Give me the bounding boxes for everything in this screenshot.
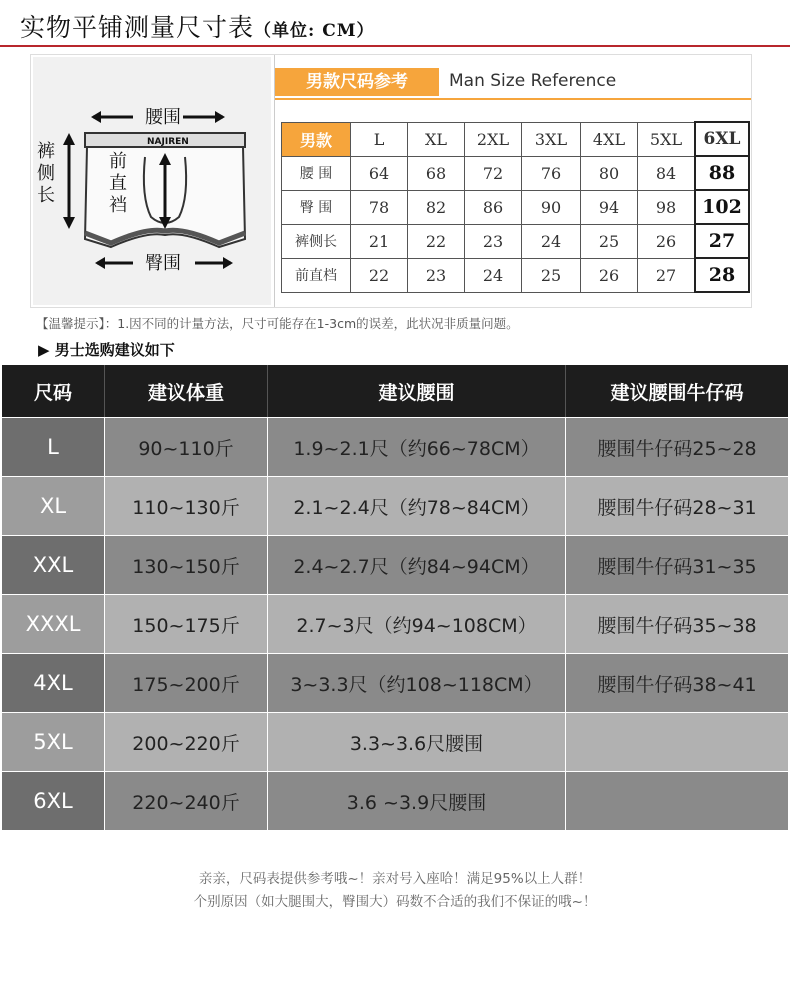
recommendation-header-row bbox=[2, 365, 788, 418]
page-title-unit: （单位: CM） bbox=[254, 21, 375, 41]
row-jeans-size: 腰围牛仔码25~28 bbox=[597, 437, 757, 460]
size-reference-title-en: Man Size Reference bbox=[449, 71, 617, 91]
measurement-svg bbox=[33, 57, 271, 305]
row-jeans-size bbox=[566, 772, 788, 830]
table-row bbox=[2, 477, 788, 536]
front-rise-label-1: 前 bbox=[109, 151, 127, 172]
size-cell: 27 bbox=[638, 258, 696, 292]
page-title bbox=[20, 8, 375, 44]
header-size: 尺码 bbox=[2, 365, 105, 417]
row-waist: 3.6 ~3.9尺腰围 bbox=[268, 772, 566, 830]
size-cell: 22 bbox=[408, 224, 465, 258]
size-cell: 86 bbox=[465, 190, 522, 224]
size-header-cell: 5XL bbox=[638, 122, 696, 156]
row-weight: 150~175斤 bbox=[105, 595, 268, 653]
row-waist: 3~3.3尺（约108~118CM） bbox=[268, 654, 566, 712]
row-waist: 2.1~2.4尺（约78~84CM） bbox=[268, 477, 566, 535]
row-waist: 1.9~2.1尺（约66~78CM） bbox=[268, 418, 566, 476]
size-header-row bbox=[282, 122, 750, 156]
header-waist: 建议腰围 bbox=[268, 365, 566, 417]
hip-label: 臀围 bbox=[145, 253, 181, 274]
table-row bbox=[2, 418, 788, 477]
size-cell: 102 bbox=[695, 190, 749, 224]
size-cell: 88 bbox=[695, 156, 749, 190]
row-size: XXXL bbox=[2, 595, 105, 653]
row-waist: 2.4~2.7尺（约84~94CM） bbox=[268, 536, 566, 594]
row-weight: 130~150斤 bbox=[105, 536, 268, 594]
row-size: 5XL bbox=[2, 713, 105, 771]
size-reference-panel bbox=[30, 54, 752, 308]
title-bar bbox=[0, 0, 790, 46]
size-row-label: 臀 围 bbox=[282, 190, 351, 224]
size-header-cell: 6XL bbox=[695, 122, 749, 156]
size-row-label: 腰 围 bbox=[282, 156, 351, 190]
side-length-label-2: 侧 bbox=[37, 163, 55, 184]
size-cell: 78 bbox=[351, 190, 408, 224]
size-reference-badge: 男款尺码参考 bbox=[275, 68, 439, 96]
size-cell: 94 bbox=[581, 190, 638, 224]
size-header-cell: 2XL bbox=[465, 122, 522, 156]
row-weight: 90~110斤 bbox=[105, 418, 268, 476]
row-size: L bbox=[2, 418, 105, 476]
row-weight: 220~240斤 bbox=[105, 772, 268, 830]
waist-label: 腰围 bbox=[145, 107, 181, 128]
size-reference-table bbox=[281, 121, 750, 293]
size-reference-rule bbox=[275, 98, 751, 100]
row-size: 6XL bbox=[2, 772, 105, 830]
header-jeans-size: 建议腰围牛仔码 bbox=[610, 381, 744, 404]
size-cell: 27 bbox=[695, 224, 749, 258]
size-cell: 24 bbox=[522, 224, 581, 258]
size-row-side-length bbox=[282, 224, 750, 258]
page-title-text: 实物平铺测量尺寸表 bbox=[20, 13, 255, 42]
row-jeans-size: 腰围牛仔码35~38 bbox=[597, 614, 757, 637]
side-length-label-1: 裤 bbox=[37, 141, 55, 162]
size-cell: 21 bbox=[351, 224, 408, 258]
purchase-suggestion-title: ▶ 男士选购建议如下 bbox=[38, 341, 175, 359]
size-cell: 26 bbox=[581, 258, 638, 292]
size-cell: 72 bbox=[465, 156, 522, 190]
size-row-label: 前直档 bbox=[282, 258, 351, 292]
size-cell: 80 bbox=[581, 156, 638, 190]
table-row bbox=[2, 772, 788, 831]
size-row-front-rise bbox=[282, 258, 750, 292]
front-rise-label-3: 裆 bbox=[109, 195, 127, 216]
row-size: XXL bbox=[2, 536, 105, 594]
size-cell: 64 bbox=[351, 156, 408, 190]
row-jeans-size: 腰围牛仔码28~31 bbox=[597, 496, 757, 519]
measurement-note: 【温馨提示】：1.因不同的计量方法，尺寸可能存在1-3cm的误差，此状况非质量问题。 bbox=[36, 316, 519, 331]
row-jeans-size: 腰围牛仔码38~41 bbox=[597, 673, 757, 696]
size-header-cell: 4XL bbox=[581, 122, 638, 156]
size-cell: 26 bbox=[638, 224, 696, 258]
size-cell: 76 bbox=[522, 156, 581, 190]
row-waist: 2.7~3尺（约94~108CM） bbox=[268, 595, 566, 653]
size-cell: 24 bbox=[465, 258, 522, 292]
size-cell: 84 bbox=[638, 156, 696, 190]
size-corner-cell: 男款 bbox=[282, 122, 351, 156]
side-length-arrow-icon bbox=[63, 133, 75, 229]
size-header-cell: 3XL bbox=[522, 122, 581, 156]
size-cell: 82 bbox=[408, 190, 465, 224]
size-cell: 23 bbox=[465, 224, 522, 258]
side-length-label-3: 长 bbox=[37, 185, 55, 206]
table-row bbox=[2, 536, 788, 595]
front-rise-label-2: 直 bbox=[109, 173, 127, 194]
row-size: XL bbox=[2, 477, 105, 535]
size-cell: 68 bbox=[408, 156, 465, 190]
size-cell: 98 bbox=[638, 190, 696, 224]
size-cell: 90 bbox=[522, 190, 581, 224]
size-cell: 25 bbox=[581, 224, 638, 258]
table-row bbox=[2, 595, 788, 654]
footer-line-2: 个别原因（如大腿围大，臀围大）码数不合适的我们不保证的哦~！ bbox=[193, 894, 597, 910]
size-row-label: 裤侧长 bbox=[282, 224, 351, 258]
row-waist: 3.3~3.6尺腰围 bbox=[268, 713, 566, 771]
row-weight: 110~130斤 bbox=[105, 477, 268, 535]
size-cell: 28 bbox=[695, 258, 749, 292]
footer-line-1: 亲亲，尺码表提供参考哦~！亲对号入座哈！满足95%以上人群！ bbox=[198, 871, 592, 887]
row-jeans-size: 腰围牛仔码31~35 bbox=[597, 555, 757, 578]
size-cell: 25 bbox=[522, 258, 581, 292]
row-weight: 175~200斤 bbox=[105, 654, 268, 712]
size-header-cell: L bbox=[351, 122, 408, 156]
recommendation-table bbox=[2, 365, 788, 831]
brand-label: NAJIREN bbox=[147, 137, 189, 147]
size-row-waist bbox=[282, 156, 750, 190]
size-cell: 22 bbox=[351, 258, 408, 292]
size-row-hip bbox=[282, 190, 750, 224]
row-size: 4XL bbox=[2, 654, 105, 712]
size-cell: 23 bbox=[408, 258, 465, 292]
title-divider bbox=[0, 45, 790, 47]
size-header-cell: XL bbox=[408, 122, 465, 156]
row-weight: 200~220斤 bbox=[105, 713, 268, 771]
table-row bbox=[2, 713, 788, 772]
row-jeans-size bbox=[566, 713, 788, 771]
underwear-measurement-diagram bbox=[33, 57, 271, 305]
header-weight: 建议体重 bbox=[105, 365, 268, 417]
table-row bbox=[2, 654, 788, 713]
